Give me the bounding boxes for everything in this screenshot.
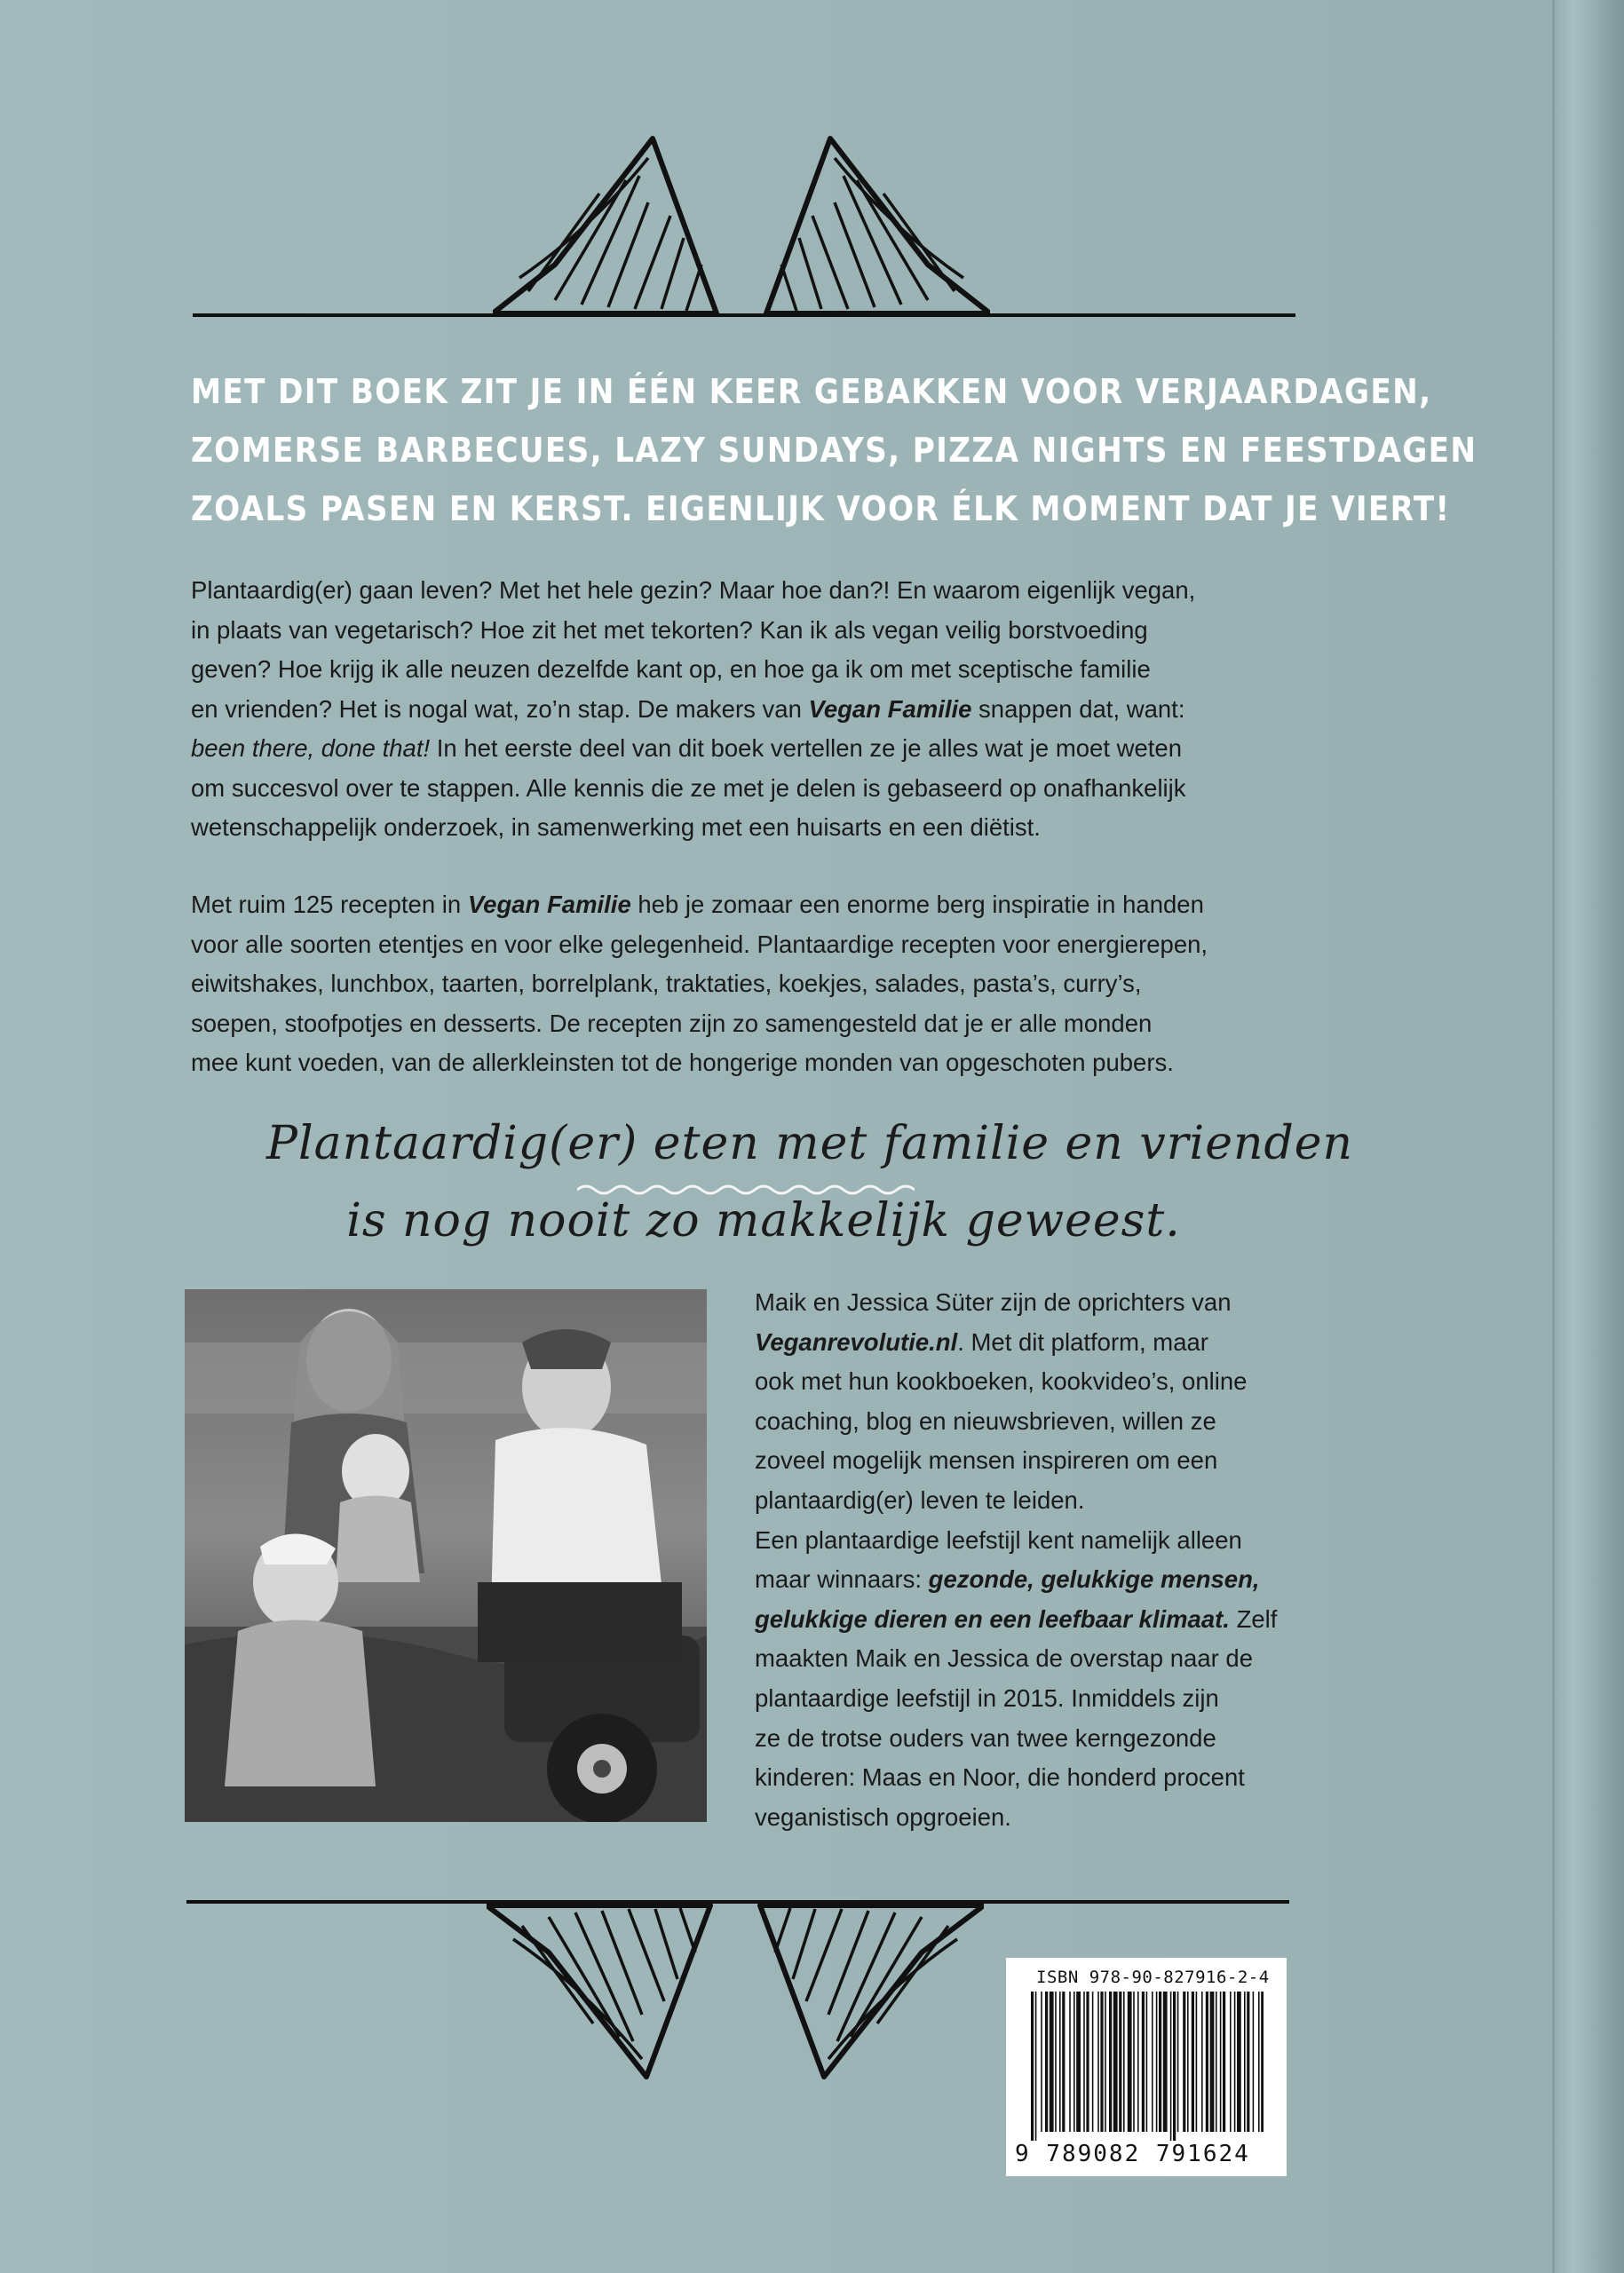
intro-paragraph <box>191 571 1314 848</box>
bio-line: maakten Maik en Jessica de overstap naar de <box>755 1644 1253 1673</box>
intro-line: om succesvol over te stappen. Alle kennis die ze met je delen is gebaseerd op onafhankelijk <box>191 773 1186 802</box>
website-name: Veganrevolutie.nl <box>755 1327 958 1356</box>
bio-emphasis: gezonde, gelukkige mensen, <box>928 1565 1260 1594</box>
barcode-bars <box>1031 1992 1264 2141</box>
bio-line: veganistisch opgroeien. <box>755 1802 1011 1831</box>
intro-line: Plantaardig(er) gaan leven? Met het hele gezin? Maar hoe dan?! En waarom eigenlijk vegan, <box>191 576 1196 604</box>
bio-line <box>755 1560 1323 1600</box>
bio-text: maar winnaars: <box>755 1565 929 1594</box>
intro-line <box>191 729 1314 769</box>
isbn-label: ISBN 978-90-827916-2-4 <box>1036 1968 1270 1987</box>
intro-line <box>191 690 1314 730</box>
headline-line-3: ZOALS PASEN EN KERST. EIGENLIJK VOOR ÉLK MOMENT DAT JE VIERT! <box>191 489 1451 528</box>
bio-emphasis: gelukkige dieren en een leefbaar klimaat. <box>755 1604 1230 1633</box>
book-title: Vegan Familie <box>467 891 631 918</box>
quote-line-2: is nog nooit zo makkelijk geweest. <box>346 1194 1181 1247</box>
recipes-line: voor alle soorten etentjes en voor elke gelegenheid. Plantaardige recepten voor energierepen, <box>191 930 1208 958</box>
bio-line <box>755 1600 1323 1640</box>
author-bio <box>755 1283 1323 1837</box>
headline <box>191 362 1477 538</box>
top-leaf-ornament <box>493 131 990 318</box>
book-spine-edge <box>1552 0 1624 2273</box>
bio-line: kinderen: Maas en Noor, die honderd procent <box>755 1763 1245 1792</box>
bio-line: ook met hun kookboeken, kookvideo’s, online <box>755 1367 1248 1396</box>
recipes-text: Met ruim 125 recepten in <box>191 891 468 918</box>
recipes-line: mee kunt voeden, van de allerkleinsten tot de hongerige monden van opgeschoten pubers. <box>191 1049 1174 1076</box>
recipes-line: soepen, stoofpotjes en desserts. De recepten zijn zo samengesteld dat je er alle monden <box>191 1009 1153 1037</box>
recipes-line: eiwitshakes, lunchbox, taarten, borrelplank, traktaties, koekjes, salades, pasta’s, curry’s, <box>191 970 1142 997</box>
family-photo <box>185 1289 707 1822</box>
bottom-leaf-ornament <box>487 1904 984 2081</box>
intro-italic: been there, done that! <box>191 734 431 762</box>
bio-line: plantaardig(er) leven te leiden. <box>755 1485 1085 1514</box>
bio-line: zoveel mogelijk mensen inspireren om een <box>755 1446 1218 1475</box>
bio-line: ze de trotse ouders van twee kerngezonde <box>755 1723 1216 1752</box>
intro-text: en vrienden? Het is nogal wat, zo’n stap. De makers van <box>191 694 809 723</box>
recipes-paragraph <box>191 885 1314 1083</box>
intro-line: geven? Hoe krijg ik alle neuzen dezelfde kant op, en hoe ga ik om met sceptische familie <box>191 655 1151 683</box>
bio-line: coaching, blog en nieuwsbrieven, willen ze <box>755 1406 1216 1435</box>
headline-line-1: MET DIT BOEK ZIT JE IN ÉÉN KEER GEBAKKEN VOOR VERJAARDAGEN, <box>191 372 1432 411</box>
book-title: Vegan Familie <box>808 694 972 723</box>
intro-text: In het eerste deel van dit boek vertellen ze je alles wat je moet weten <box>430 734 1182 762</box>
intro-text: snappen dat, want: <box>971 694 1185 723</box>
bio-line <box>755 1323 1323 1363</box>
recipes-text: heb je zomaar een enorme berg inspiratie in handen <box>630 891 1204 918</box>
bio-line: plantaardige leefstijl in 2015. Inmiddels zijn <box>755 1683 1219 1712</box>
bio-text: . Met dit platform, maar <box>957 1327 1208 1356</box>
bio-line: Een plantaardige leefstijl kent namelijk alleen <box>755 1525 1242 1554</box>
headline-line-2: ZOMERSE BARBECUES, LAZY SUNDAYS, PIZZA NIGHTS EN FEESTDAGEN <box>191 431 1477 470</box>
isbn-barcode <box>1006 1958 1287 2176</box>
bio-line: Maik en Jessica Süter zijn de oprichters van <box>755 1288 1232 1316</box>
top-divider-line <box>193 313 1295 317</box>
recipes-line <box>191 885 1314 925</box>
isbn-digits: 9 789082 791624 <box>1015 2141 1250 2167</box>
intro-line: wetenschappelijk onderzoek, in samenwerking met een huisarts en een diëtist. <box>191 813 1041 841</box>
intro-line: in plaats van vegetarisch? Hoe zit het met tekorten? Kan ik als vegan veilig borstvoeding <box>191 615 1148 644</box>
bio-text: Zelf <box>1229 1604 1278 1633</box>
spine-crease <box>1552 0 1555 2273</box>
quote-line-1: Plantaardig(er) eten met familie en vrienden <box>266 1117 1354 1170</box>
